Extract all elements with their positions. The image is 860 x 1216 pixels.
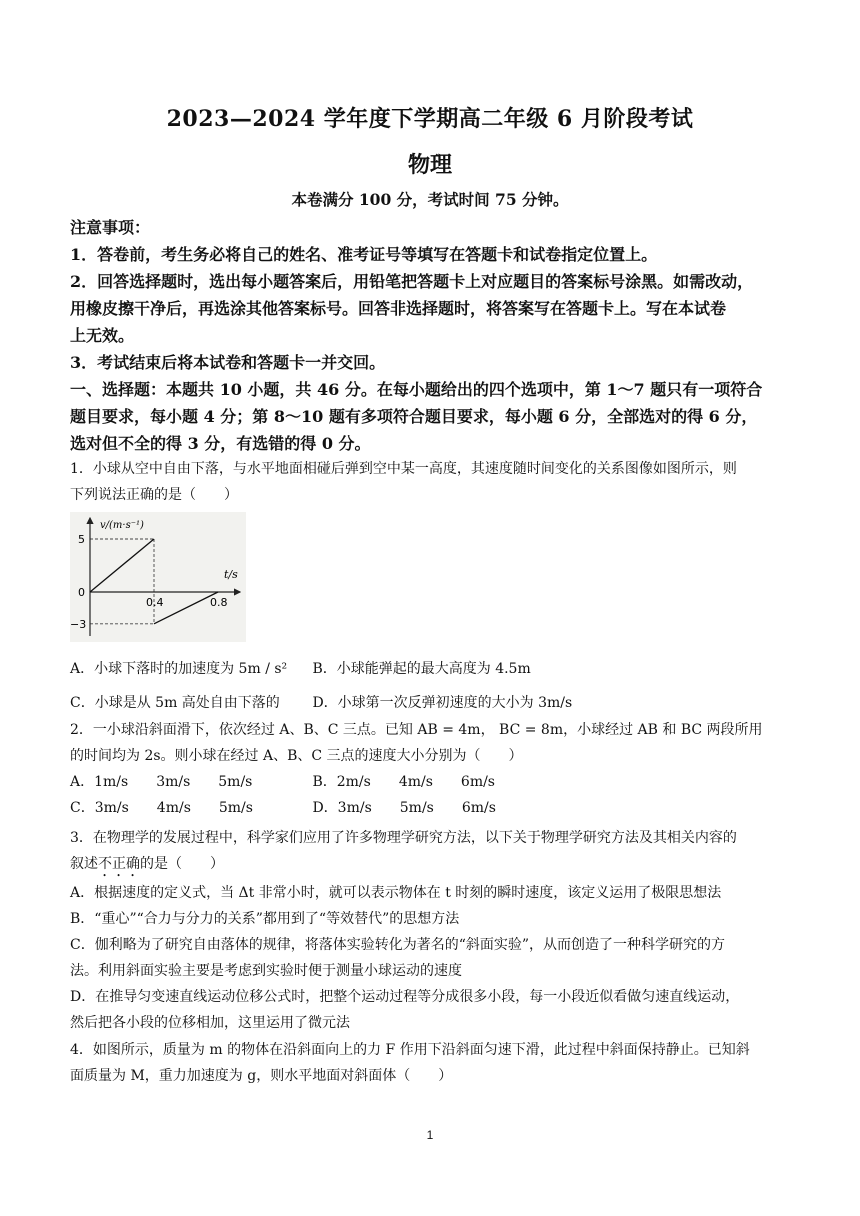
y-axis-label: v/(m·s⁻¹) xyxy=(100,520,144,531)
notice-heading: 注意事项： xyxy=(70,218,151,237)
notice-item-2-line-1: 2．回答选择题时，选出每小题答案后，用铅笔把答题卡上对应题目的答案标号涂黑。如需改动， xyxy=(70,272,754,291)
x-tick-0-8: 0.8 xyxy=(210,596,228,609)
q3-option-c-line-1: C．伽利略为了研究自由落体的规律，将落体实验转化为著名的“斜面实验”，从而创造了一种科学研究的方 xyxy=(70,937,726,953)
q2-option-c: C．3m/s 4m/s 5m/s xyxy=(70,800,253,816)
q3-stem-line-2 xyxy=(70,851,794,880)
notice-section xyxy=(70,214,794,457)
q2-stem-line-1: 2．一小球沿斜面滑下，依次经过 A、B、C 三点。已知 AB = 4m， BC = 8m，小球经过 AB 和 BC 两段所用 xyxy=(70,722,763,738)
y-tick-0: 0 xyxy=(78,586,85,599)
q2-options-row-1 xyxy=(70,769,794,795)
velocity-segment-1 xyxy=(90,539,154,592)
x-axis-label: t/s xyxy=(224,568,238,581)
x-tick-0-4: 0.4 xyxy=(146,596,164,609)
velocity-time-graph xyxy=(70,512,246,642)
velocity-time-plot xyxy=(70,512,246,642)
q3-option-b: B．“重心”“合力与分力的关系”都用到了“等效替代”的思想方法 xyxy=(70,911,460,927)
exam-info: 本卷满分 100 分，考试时间 75 分钟。 xyxy=(291,190,569,209)
y-tick-5: 5 xyxy=(78,533,85,546)
question-2 xyxy=(70,717,794,821)
q3-emphasis-text: 不正确 xyxy=(98,856,140,872)
q1-option-b: B．小球能弹起的最大高度为 4.5m xyxy=(312,661,531,677)
question-3 xyxy=(70,825,794,1036)
q1-stem-line-2: 下列说法正确的是（ ） xyxy=(70,487,238,503)
notice-item-3: 3．考试结束后将本试卷和答题卡一并交回。 xyxy=(70,353,386,372)
question-1-options-2 xyxy=(70,690,794,716)
q3-stem-line-1: 3．在物理学的发展过程中，科学家们应用了许多物理学研究方法，以下关于物理学研究方法及其相关内容的 xyxy=(70,830,737,846)
q1-option-a: A．小球下落时的加速度为 5m / s² xyxy=(70,661,288,677)
q1-option-c: C．小球是从 5m 高处自由下落的 xyxy=(70,695,280,711)
q1-options-row-1 xyxy=(70,656,794,682)
q2-stem-line-2: 的时间均为 2s。则小球在经过 A、B、C 三点的速度大小分别为（ ） xyxy=(70,748,523,764)
question-1-options xyxy=(70,656,794,682)
notice-item-1: 1．答卷前，考生务必将自己的姓名、准考证号等填写在答题卡和试卷指定位置上。 xyxy=(70,245,658,264)
q2-options-row-2 xyxy=(70,795,794,821)
q2-option-b: B．2m/s 4m/s 6m/s xyxy=(312,774,495,790)
notice-item-2-line-3: 上无效。 xyxy=(70,326,135,345)
section1-line-1: 一、选择题：本题共 10 小题，共 46 分。在每小题给出的四个选项中，第 1～7 题只有一项符合 xyxy=(70,380,763,399)
q1-options-row-2 xyxy=(70,690,794,716)
q3-option-d-line-2: 然后把各小段的位移相加，这里运用了微元法 xyxy=(70,1015,350,1031)
q4-stem-line-1: 4．如图所示，质量为 m 的物体在沿斜面向上的力 F 作用下沿斜面匀速下滑，此过程中斜面保持静止。已知斜 xyxy=(70,1042,750,1058)
question-1-stem xyxy=(70,456,794,508)
q3-option-c-line-2: 法。利用斜面实验主要是考虑到实验时便于测量小球运动的速度 xyxy=(70,963,462,979)
q2-option-a: A．1m/s 3m/s 5m/s xyxy=(70,774,253,790)
section1-line-2: 题目要求，每小题 4 分；第 8～10 题有多项符合题目要求，每小题 6 分，全部选对的得 6 分， xyxy=(70,407,758,426)
q1-option-d: D．小球第一次反弹初速度的大小为 3m/s xyxy=(312,695,573,711)
y-tick-minus3: −3 xyxy=(70,618,87,631)
velocity-segment-2 xyxy=(154,592,218,624)
exam-title: 2023—2024 学年度下学期高二年级 6 月阶段考试 xyxy=(166,106,694,132)
q3-option-d-line-1: D．在推导匀变速直线运动位移公式时，把整个运动过程等分成很多小段，每一小段近似看做匀速直线运动， xyxy=(70,989,740,1005)
q3-stem-line-2-pre: 叙述 xyxy=(70,856,98,872)
subject-title: 物理 xyxy=(407,152,452,178)
question-4 xyxy=(70,1037,794,1089)
notice-item-2-line-2: 用橡皮擦干净后，再选涂其他答案标号。回答非选择题时，将答案写在答题卡上。写在本试卷 xyxy=(70,299,727,318)
q3-option-a: A．根据速度的定义式，当 Δt 非常小时，就可以表示物体在 t 时刻的瞬时速度，该定义运用了极限思想法 xyxy=(70,885,722,901)
q1-stem-line-1: 1．小球从空中自由下落，与水平地面相碰后弹到空中某一高度，其速度随时间变化的关系图像如图所示，则 xyxy=(70,461,737,477)
q3-stem-line-2-post: 的是（ ） xyxy=(140,856,224,872)
section1-line-3: 选对但不全的得 3 分，有选错的得 0 分。 xyxy=(70,434,371,453)
q2-option-d: D．3m/s 5m/s 6m/s xyxy=(312,800,496,816)
page-number: 1 xyxy=(426,1128,434,1142)
q4-stem-line-2: 面质量为 M，重力加速度为 g，则水平地面对斜面体（ ） xyxy=(70,1068,453,1084)
